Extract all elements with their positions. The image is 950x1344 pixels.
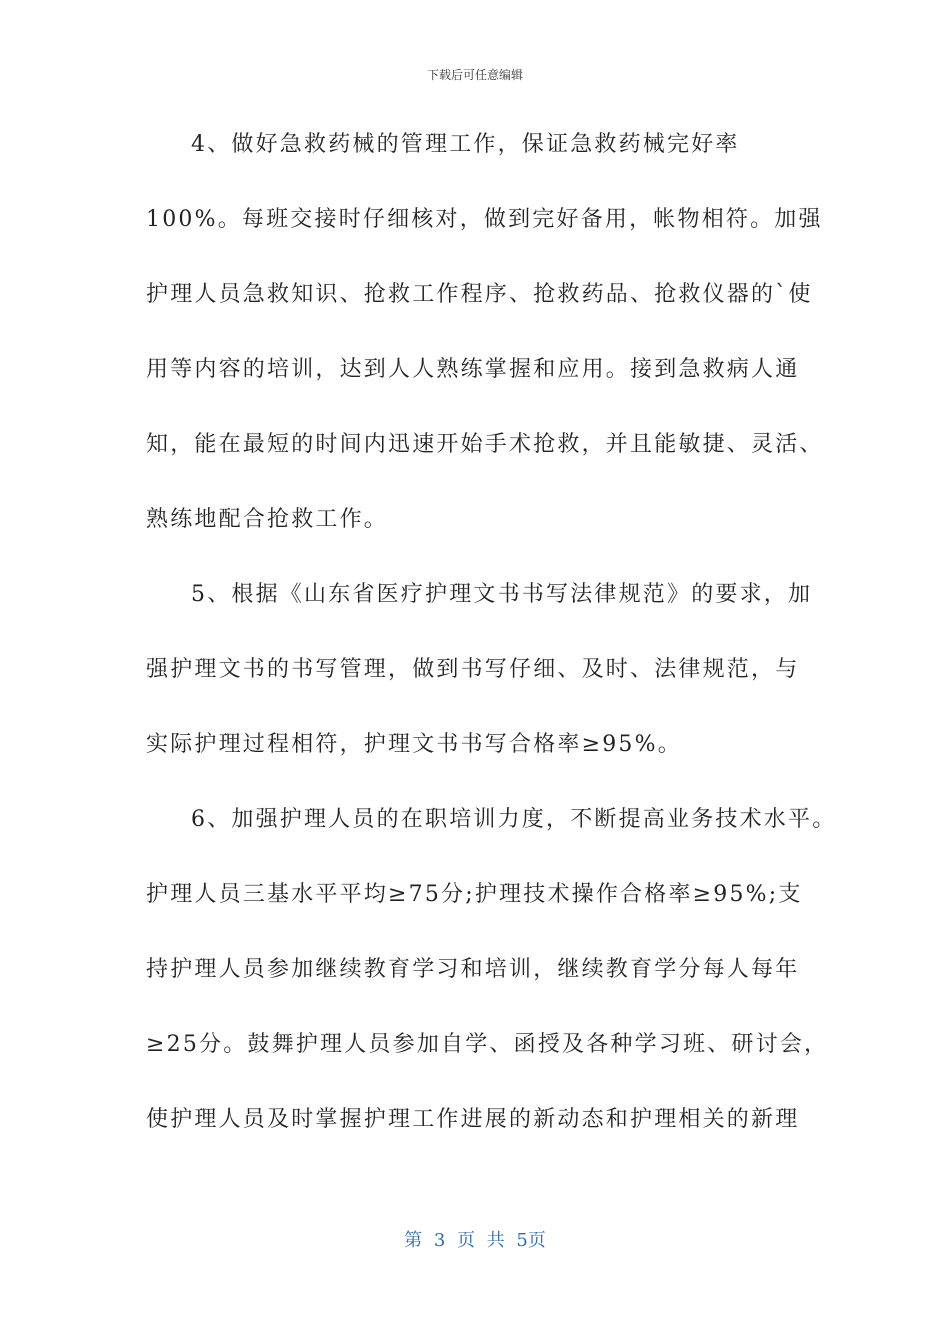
paragraph-line: 用等内容的培训，达到人人熟练掌握和应用。接到急救病人通 <box>146 357 800 382</box>
paragraph-line: 实际护理过程相符，护理文书书写合格率≥95%。 <box>146 732 682 757</box>
paragraph-line: 护理人员急救知识、抢救工作程序、抢救药品、抢救仪器的`使 <box>146 282 813 307</box>
paragraph-line: 强护理文书的书写管理，做到书写仔细、及时、法律规范，与 <box>146 657 800 682</box>
paragraph-line: ≥25分。鼓舞护理人员参加自学、函授及各种学习班、研讨会， <box>146 1032 829 1057</box>
paragraph-line: 熟练地配合抢救工作。 <box>146 507 389 532</box>
paragraph-line: 6、加强护理人员的在职培训力度，不断提高业务技术水平。 <box>191 807 837 832</box>
paragraph-line: 使护理人员及时掌握护理工作进展的新动态和护理相关的新理 <box>146 1107 800 1132</box>
paragraph-line: 持护理人员参加继续教育学习和培训，继续教育学分每人每年 <box>146 957 800 982</box>
paragraph-line: 100%。每班交接时仔细核对，做到完好备用，帐物相符。加强 <box>146 207 823 232</box>
page-header-note: 下载后可任意编辑 <box>426 68 523 82</box>
page-number-footer: 第 3 页 共 5页 <box>404 1230 546 1251</box>
paragraph-line: 5、根据《山东省医疗护理文书书写法律规范》的要求，加 <box>191 582 813 607</box>
paragraph-line: 4、做好急救药械的管理工作，保证急救药械完好率 <box>191 132 740 157</box>
paragraph-line: 知，能在最短的时间内迅速开始手术抢救，并且能敏捷、灵活、 <box>146 432 824 457</box>
paragraph-line: 护理人员三基水平平均≥75分;护理技术操作合格率≥95%;支 <box>146 882 803 907</box>
